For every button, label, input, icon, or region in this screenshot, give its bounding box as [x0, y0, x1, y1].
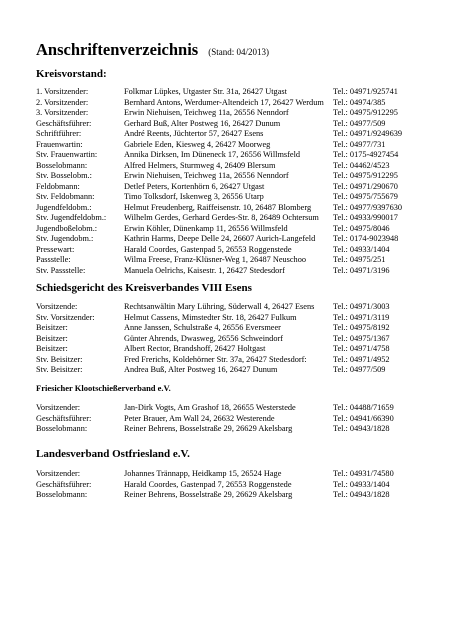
phone-number: Tel.: 04971/9249639 [333, 129, 403, 138]
list-item [36, 490, 431, 501]
phone-number: Tel.: 0175-4927454 [333, 150, 399, 159]
list-item [36, 480, 431, 491]
list-item [36, 355, 431, 366]
role-label: Frauenwartin: [36, 139, 83, 149]
list-item [36, 313, 431, 324]
phone-number: Tel.: 04975/912295 [333, 171, 398, 180]
address-text: Peter Brauer, Am Wall 24, 26632 Westerende [124, 413, 275, 423]
list-item [36, 255, 431, 266]
list-item [36, 140, 431, 151]
list-item [36, 365, 431, 376]
list-item [36, 334, 431, 345]
address-text: Helmut Freudenberg, Raiffeisenstr. 10, 26487 Blomberg [124, 202, 312, 212]
phone-number: Tel.: 04975/912295 [333, 108, 398, 117]
address-text: Timo Tolksdorf, Iskenweg 3, 26556 Utarp [124, 192, 264, 201]
address-text: Johannes Trännapp, Heidkamp 15, 26524 Hage [124, 469, 282, 478]
role-label: Jugendfeldobm.: [36, 202, 92, 212]
address-text: Gabriele Eden, Kiesweg 4, 26427 Moorweg [124, 139, 271, 149]
phone-number: Tel.: 04971/3119 [333, 312, 390, 322]
address-text: Harald Coordes, Gastenpad 5, 26553 Roggenstede [124, 244, 292, 254]
list-item [36, 192, 431, 203]
role-label: Schriftführer: [36, 129, 82, 138]
address-text: Erwin Niehuisen, Teichweg 11a, 26556 Nenndorf [124, 108, 289, 117]
section-heading-klootschiesserverband: Friesicher Klootschießerverband e.V. [36, 383, 171, 393]
list-item [36, 344, 431, 355]
address-text: Reiner Behrens, Bosselstraße 29, 26629 Akelsbarg [124, 490, 293, 499]
role-label: Geschäftsführer: [36, 413, 92, 423]
section-rows-schiedsgericht [36, 302, 431, 376]
list-item [36, 245, 431, 256]
phone-number: Tel.: 04943/1828 [333, 490, 390, 499]
list-item [36, 98, 431, 109]
role-label: Vorsitzender: [36, 403, 81, 412]
phone-number: Tel.: 04933/1404 [333, 479, 390, 489]
role-label: Jugendboßelobm.: [36, 223, 98, 233]
address-text: Albert Rector, Brandshoff, 26427 Holtgast [124, 344, 266, 353]
address-text: Manuela Oelrichs, Kaisestr. 1, 26427 Stedesdorf [124, 265, 285, 275]
phone-number: Tel.: 04941/66390 [333, 413, 394, 423]
role-label: Feldobmann: [36, 181, 80, 191]
section-rows-klootschiesserverband [36, 403, 431, 435]
address-text: Erwin Köhler, Dünenkamp 11, 26556 Willmsfeld [124, 223, 288, 233]
phone-number: Tel.: 04975/1367 [333, 333, 390, 343]
address-text: Detlef Peters, Kortenhörn 6, 26427 Utgast [124, 181, 265, 191]
section-heading-schiedsgericht: Schiedsgericht des Kreisverbandes VIII Esens [36, 282, 252, 294]
role-label: Stv. Jugendobm.: [36, 234, 94, 243]
list-item [36, 469, 431, 480]
page-title [36, 40, 269, 60]
phone-number: Tel.: 04977/509 [333, 118, 386, 128]
role-label: Bosselobmann: [36, 160, 88, 170]
phone-number: Tel.: 04933/1404 [333, 244, 390, 254]
address-text: Gerhard Buß, Alter Postweg 16, 26427 Dunum [124, 118, 281, 128]
address-text: Fred Frerichs, Koldehörner Str. 37a, 26427 Stedesdorf: [124, 354, 307, 364]
phone-number: Tel.: 04975/755679 [333, 192, 398, 201]
phone-number: Tel.: 04971/925741 [333, 87, 398, 96]
address-text: Günter Ahrends, Dwasweg, 26556 Schweindorf [124, 333, 283, 343]
list-item [36, 87, 431, 98]
address-text: Kathrin Harms, Deepe Delle 24, 26607 Aurich-Langefeld [124, 234, 316, 243]
list-item [36, 182, 431, 193]
role-label: Stv. Frauenwartin: [36, 150, 98, 159]
address-text: Reiner Behrens, Bosselstraße 29, 26629 Akelsbarg [124, 424, 293, 433]
phone-number: Tel.: 04977/9397630 [333, 202, 403, 212]
phone-number: Tel.: 04975/8046 [333, 223, 390, 233]
title-text: Anschriftenverzeichnis [36, 40, 199, 59]
address-text: Rechtsanwältin Mary Lühring, Süderwall 4, 26427 Esens [124, 302, 315, 311]
address-text: Wilma Freese, Franz-Klüsner-Weg 1, 26487 Neuschoo [124, 255, 307, 264]
role-label: Geschäftsführer: [36, 118, 92, 128]
list-item [36, 203, 431, 214]
role-label: Stv. Beisitzer: [36, 354, 83, 364]
list-item [36, 302, 431, 313]
stand-date: (Stand: 04/2013) [208, 47, 269, 57]
role-label: Passstelle: [36, 255, 71, 264]
role-label: Stv. Jugendfeldobm.: [36, 213, 107, 222]
section-heading-kreisvorstand: Kreisvorstand: [36, 68, 107, 80]
role-label: 2. Vorsitzender: [36, 97, 89, 107]
list-item [36, 323, 431, 334]
address-text: Erwin Niehuisen, Teichweg 11a, 26556 Nenndorf [124, 171, 289, 180]
role-label: 3. Vorsitzender: [36, 108, 89, 117]
role-label: Stv. Passstelle: [36, 265, 86, 275]
list-item [36, 403, 431, 414]
list-item [36, 171, 431, 182]
list-item [36, 424, 431, 435]
role-label: 1. Vorsitzender: [36, 87, 89, 96]
list-item [36, 266, 431, 277]
address-text: Alfred Helmers, Sturmweg 4, 26409 Blersum [124, 160, 276, 170]
section-rows-landesverband [36, 469, 431, 501]
phone-number: Tel.: 04943/1828 [333, 424, 390, 433]
role-label: Geschäftsführer: [36, 479, 92, 489]
phone-number: Tel.: 04933/990017 [333, 213, 398, 222]
address-text: Bernhard Antons, Werdumer-Altendeich 17, 26427 Werdum [124, 97, 324, 107]
phone-number: Tel.: 04971/4758 [333, 344, 390, 353]
phone-number: Tel.: 04977/509 [333, 365, 386, 374]
list-item [36, 108, 431, 119]
phone-number: Tel.: 04975/8192 [333, 323, 390, 332]
address-text: Harald Coordes, Gastenpad 7, 26553 Roggenstede [124, 479, 292, 489]
list-item [36, 414, 431, 425]
address-text: Annika Dirksen, Im Düneneck 17, 26556 Willmsfeld [124, 150, 301, 159]
phone-number: Tel.: 04977/731 [333, 139, 386, 149]
phone-number: Tel.: 04971/290670 [333, 181, 398, 191]
phone-number: Tel.: 04462/4523 [333, 160, 390, 170]
address-text: Anne Janssen, Schulstraße 4, 26556 Eversmeer [124, 323, 281, 332]
role-label: Bosselobmann: [36, 424, 88, 433]
list-item [36, 150, 431, 161]
role-label: Bosselobmann: [36, 490, 88, 499]
role-label: Vorsitzende: [36, 302, 78, 311]
list-item [36, 213, 431, 224]
phone-number: Tel.: 04971/3003 [333, 302, 390, 311]
address-text: Andrea Buß, Alter Postweg 16, 26427 Dunum [124, 365, 278, 374]
phone-number: Tel.: 04971/4952 [333, 354, 390, 364]
list-item [36, 234, 431, 245]
phone-number: Tel.: 0174-9023948 [333, 234, 399, 243]
list-item [36, 224, 431, 235]
address-text: André Reents, Jüchtertor 57, 26427 Esens [124, 129, 264, 138]
address-text: Folkmar Lüpkes, Utgaster Str. 31a, 26427 Utgast [124, 87, 287, 96]
phone-number: Tel.: 04974/385 [333, 97, 386, 107]
address-text: Wilhelm Gerdes, Gerhard Gerdes-Str. 8, 26489 Ochtersum [124, 213, 319, 222]
section-rows-kreisvorstand [36, 87, 431, 276]
phone-number: Tel.: 04488/71659 [333, 403, 394, 412]
role-label: Beisitzer: [36, 323, 68, 332]
role-label: Stv. Vorsitzender: [36, 312, 95, 322]
phone-number: Tel.: 04971/3196 [333, 265, 390, 275]
role-label: Stv. Feldobmann: [36, 192, 95, 201]
role-label: Pressewart: [36, 244, 75, 254]
role-label: Stv. Bosselobm.: [36, 171, 92, 180]
list-item [36, 161, 431, 172]
section-heading-landesverband: Landesverband Ostfriesland e.V. [36, 448, 190, 460]
role-label: Vorsitzender: [36, 469, 81, 478]
role-label: Beisitzer: [36, 344, 68, 353]
list-item [36, 119, 431, 130]
list-item [36, 129, 431, 140]
address-text: Jan-Dirk Vogts, Am Grashof 18, 26655 Westerstede [124, 403, 296, 412]
address-text: Helmut Cassens, Mimstedter Str. 18, 26427 Fulkum [124, 312, 297, 322]
phone-number: Tel.: 04975/251 [333, 255, 386, 264]
role-label: Beisitzer: [36, 333, 68, 343]
phone-number: Tel.: 04931/74580 [333, 469, 394, 478]
role-label: Stv. Beisitzer: [36, 365, 83, 374]
